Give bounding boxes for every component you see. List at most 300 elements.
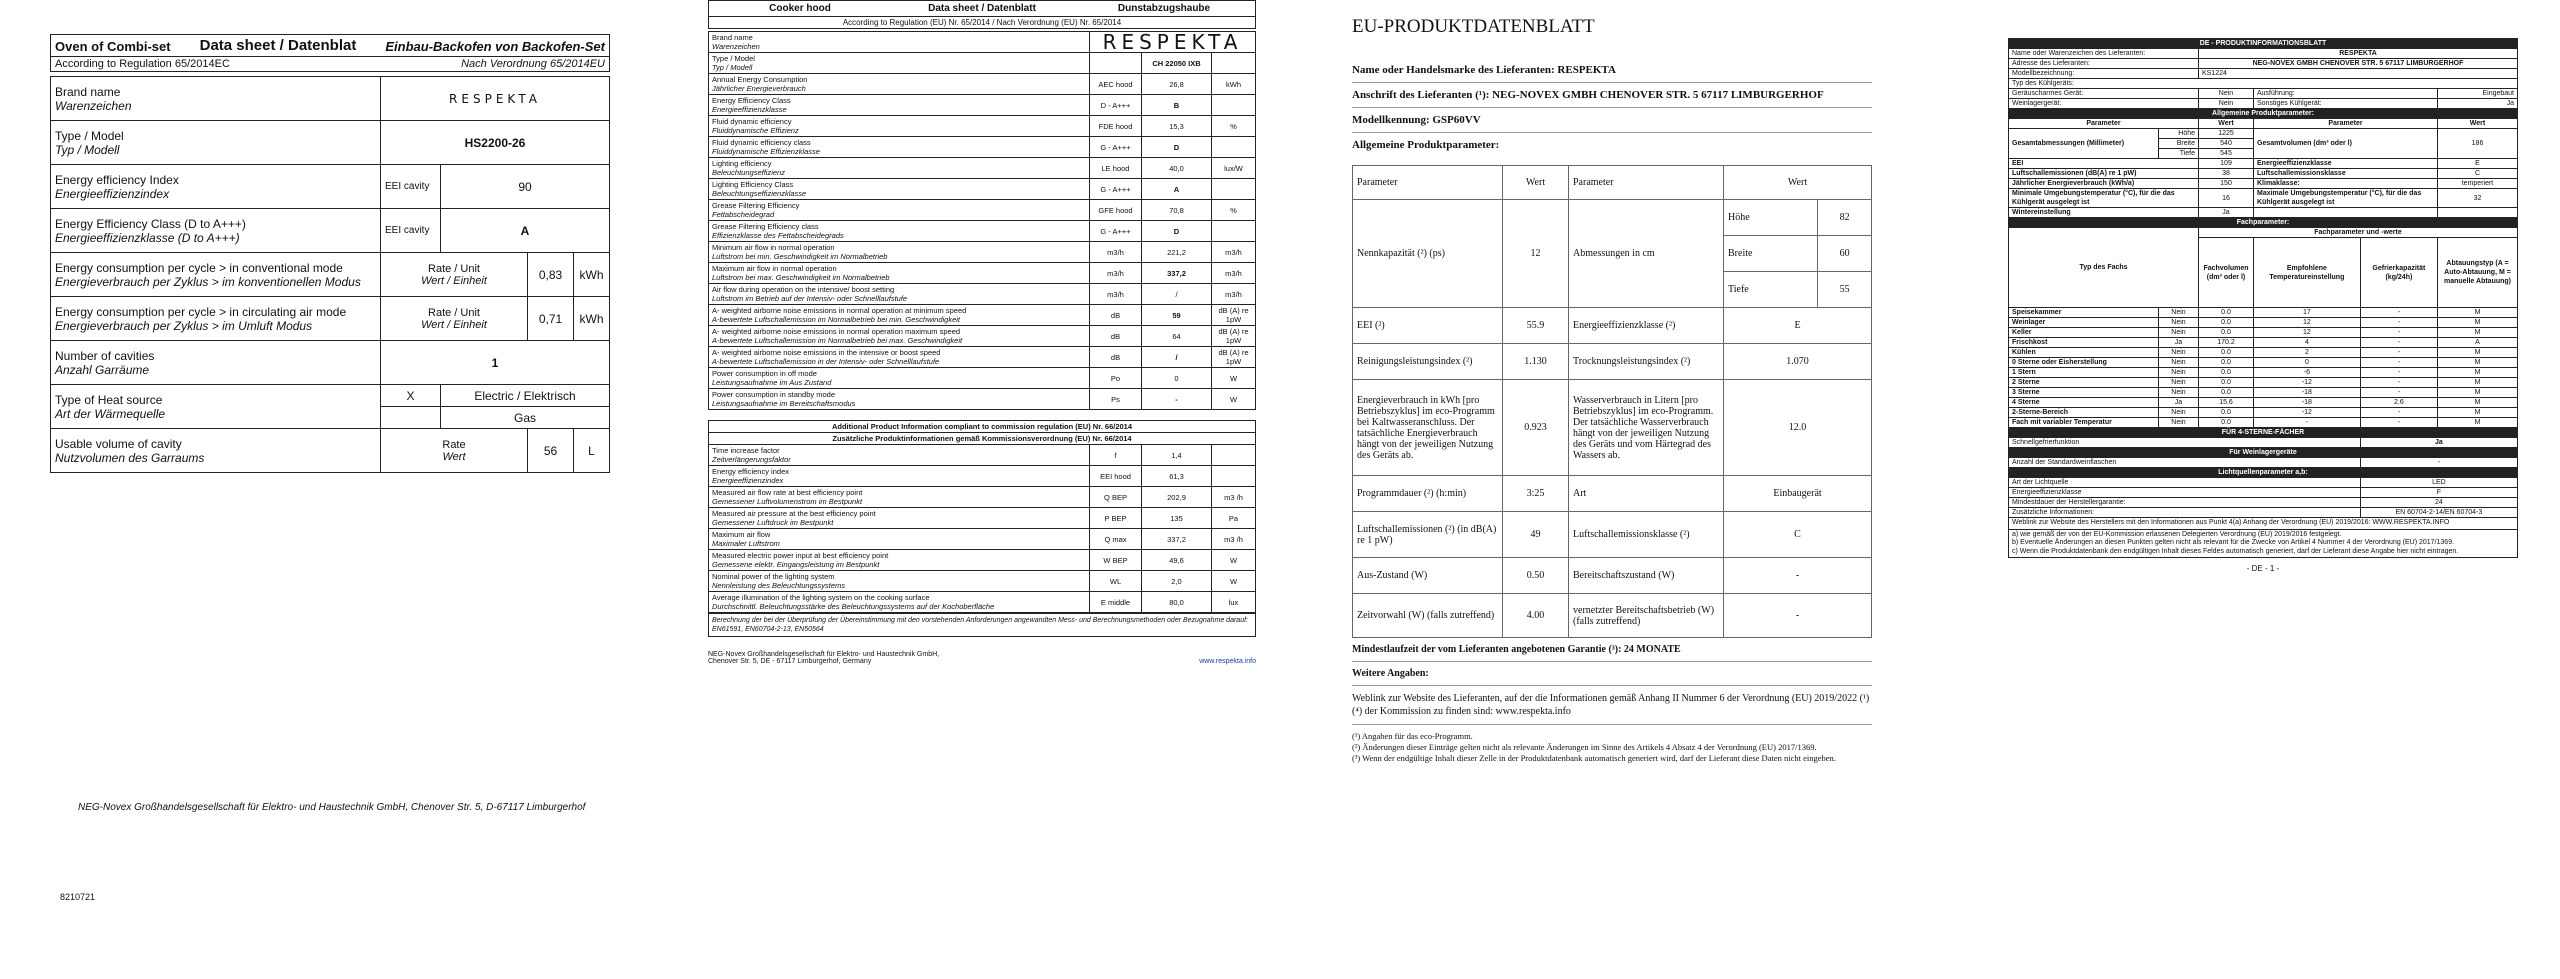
- value: C: [1724, 512, 1872, 558]
- table-row: [709, 487, 1256, 508]
- value: 202,9: [1142, 487, 1212, 508]
- table-row: [709, 368, 1256, 389]
- value: 16: [2199, 189, 2254, 208]
- table-row: [1353, 476, 1872, 512]
- table-row: [709, 284, 1256, 305]
- value: M: [2438, 398, 2518, 408]
- weblink-text: Weblink zur Website des Herstellers mit den Informationen aus Punkt 4(a) Anhang der Verordnung (EU) 2019/2016: WWW.RESPEKTA.INFO: [2008, 518, 2518, 530]
- label: Usable volume of cavity: [55, 436, 182, 451]
- value: 59: [1142, 305, 1212, 326]
- param-en: Power consumption in standby mode: [712, 390, 835, 399]
- param-en: Lighting Efficiency Class: [712, 180, 794, 189]
- method-text: Berechnung der bei der Überprüfung der Übereinstimmung mit den vorstehenden Anforderungen angewandten Mess- und Berechnungsmethoden oder Bezugnahme darauf: EN61591, EN60704-2-13, EN50564: [709, 614, 1256, 637]
- param-en: Measured air flow rate at best efficiency point: [712, 488, 863, 497]
- value: NEG-NOVEX GMBH CHENOVER STR. 5 67117 LIMBURGERHOF: [2199, 59, 2518, 69]
- param: Reinigungsleistungsindex (²): [1353, 344, 1503, 380]
- table-row: [709, 305, 1256, 326]
- oven-title-de: Einbau-Backofen von Backofen-Set: [385, 39, 605, 54]
- value: Eingebaut: [2438, 89, 2518, 99]
- value: -: [2360, 328, 2437, 338]
- param-de: Zeitverlängerungsfaktor: [712, 455, 791, 464]
- value: 15.6: [2199, 398, 2254, 408]
- sub-label: Breite: [2159, 139, 2199, 149]
- param-en: Time increase factor: [712, 446, 780, 455]
- param: Luftschallemissionsklasse (²): [1569, 512, 1724, 558]
- hood-title: Data sheet / Datenblatt: [928, 3, 1036, 14]
- table-row: [51, 209, 610, 253]
- reg-de: Nach Verordnung 65/2014EU: [461, 58, 605, 70]
- unit-label: Rate: [442, 438, 466, 451]
- table-row: [2009, 418, 2518, 428]
- value: Ja: [2159, 338, 2199, 348]
- unit: W: [1212, 389, 1256, 410]
- param-de: Luftstrom bei min. Geschwindigkeit im Normalbetrieb: [712, 252, 888, 261]
- table-row: [709, 614, 1256, 637]
- value: 26,8: [1142, 74, 1212, 95]
- unit: [1212, 466, 1256, 487]
- label: Jährlicher Energieverbrauch (kWh/a): [2009, 179, 2199, 189]
- label: Maximale Umgebungstemperatur (°C), für die das Kühlgerät ausgelegt ist: [2254, 189, 2438, 208]
- param-cell: [709, 32, 1090, 53]
- label: Energy consumption per cycle > in circulating air mode: [55, 304, 347, 319]
- unit: m3/h: [1212, 242, 1256, 263]
- param: Wasserverbrauch in Litern [pro Betriebszyklus] im eco-Programm. Der tatsächliche Wasserverbrauch hängt von der jeweiligen Nutzung des Geräts und vom Härtegrad des Wassers ab.: [1569, 380, 1724, 476]
- symbol: P BEP: [1090, 508, 1142, 529]
- table-row: [51, 429, 610, 473]
- value: Ja: [2438, 99, 2518, 109]
- param-cell: [709, 74, 1090, 95]
- value: 135: [1142, 508, 1212, 529]
- value: -: [2360, 308, 2437, 318]
- param-en: Average illumination of the lighting system on the cooking surface: [712, 593, 930, 602]
- label: Energieeffizienzklasse: [2009, 488, 2361, 498]
- param-en: Nominal power of the lighting system: [712, 572, 835, 581]
- param-cell: [709, 389, 1090, 410]
- unit: kWh: [574, 297, 610, 341]
- value: 0.0: [2199, 348, 2254, 358]
- table-row: [1353, 166, 1872, 200]
- value: 3:25: [1503, 476, 1569, 512]
- footnote: (³) Wenn der endgültige Inhalt dieser Zelle in der Produktdatenbank automatisch generiert wird, darf der Lieferant diese Daten nicht eingeben.: [1352, 753, 1836, 763]
- param: Luftschallemissionen (²) (in dB(A) re 1 pW): [1353, 512, 1503, 558]
- value: 49: [1503, 512, 1569, 558]
- value: M: [2438, 308, 2518, 318]
- value: 56: [528, 429, 574, 473]
- value: temperiert: [2438, 179, 2518, 189]
- compartment-type: 1 Stern: [2009, 368, 2159, 378]
- param-en: Brand name: [712, 33, 753, 42]
- value: 12: [2254, 328, 2361, 338]
- value: -: [2360, 388, 2437, 398]
- label: Gesamtvolumen (dm³ oder l): [2254, 129, 2438, 159]
- symbol: G - A+++: [1090, 221, 1142, 242]
- label: Energieeffizienzklasse: [2254, 159, 2438, 169]
- hood-table: [708, 31, 1256, 410]
- compartment-type: Speisekammer: [2009, 308, 2159, 318]
- param-de: Beleuchtungseffizienzklasse: [712, 189, 807, 198]
- value: -6: [2254, 368, 2361, 378]
- label: Schnellgefrierfunktion: [2009, 438, 2361, 448]
- symbol: m3/h: [1090, 263, 1142, 284]
- param-en: Measured air pressure at the best efficiency point: [712, 509, 876, 518]
- value: Ja: [2360, 438, 2517, 448]
- param-de: Gemessene elektr. Eingangsleistung im Bestpunkt: [712, 560, 880, 569]
- param-de: Durchschnittl. Beleuchtungsstärke des Beleuchtungssystems auf der Kochoberfläche: [712, 602, 995, 611]
- param-en: Annual Energy Consumption: [712, 75, 808, 84]
- table-row: [2009, 179, 2518, 189]
- section-heading: Weitere Angaben:: [1352, 662, 1872, 686]
- value: M: [2438, 368, 2518, 378]
- value: M: [2438, 318, 2518, 328]
- param-cell: [709, 305, 1090, 326]
- value: 55.9: [1503, 308, 1569, 344]
- col-header: Gefrierkapazität (kg/24h): [2360, 238, 2437, 308]
- oven-datasheet: [50, 34, 610, 902]
- unit: [1212, 221, 1256, 242]
- table-row: [1353, 558, 1872, 594]
- label: Energy consumption per cycle > in conventional mode: [55, 260, 343, 275]
- table-row: [51, 385, 610, 407]
- table-row: [51, 121, 610, 165]
- symbol: m3/h: [1090, 242, 1142, 263]
- label-de: Energieverbrauch per Zyklus > im Umluft Modus: [55, 318, 313, 333]
- table-row: [709, 326, 1256, 347]
- section-heading: Allgemeine Produktparameter:: [2009, 109, 2518, 119]
- unit: W: [1212, 550, 1256, 571]
- value: 1225: [2199, 129, 2254, 139]
- param: Aus-Zustand (W): [1353, 558, 1503, 594]
- param-cell: [709, 466, 1090, 487]
- col-header: Parameter: [1569, 166, 1724, 200]
- label: Name oder Warenzeichen des Lieferanten:: [2009, 49, 2199, 59]
- label: EEI: [2009, 159, 2199, 169]
- hood-method: [708, 613, 1256, 637]
- value: -: [2360, 458, 2517, 468]
- sub-label: EEI cavity: [381, 165, 441, 209]
- label: Luftschallemissionsklasse: [2254, 169, 2438, 179]
- param-de: Warenzeichen: [712, 42, 760, 51]
- value: B: [1142, 95, 1212, 116]
- param: Bereitschaftszustand (W): [1569, 558, 1724, 594]
- label: Modellbezeichnung:: [2009, 69, 2199, 79]
- param-de: Nennleistung des Beleuchtungssystems: [712, 581, 845, 590]
- unit: lux/W: [1212, 158, 1256, 179]
- value: -18: [2254, 398, 2361, 408]
- unit: [1212, 95, 1256, 116]
- param-en: Power consumption in off mode: [712, 369, 817, 378]
- value: 49,6: [1142, 550, 1212, 571]
- unit: W: [1212, 368, 1256, 389]
- param-de: Effizienzklasse des Fettabscheidegrads: [712, 231, 844, 240]
- value: Nein: [2199, 99, 2254, 109]
- param-en: Energy Efficiency Class: [712, 96, 791, 105]
- compartment-type: Weinlager: [2009, 318, 2159, 328]
- table-row: [2009, 69, 2518, 79]
- table-row: [51, 77, 610, 121]
- value: 0.0: [2199, 408, 2254, 418]
- param-en: Measured electric power input at best efficiency point: [712, 551, 889, 560]
- table-row: [2009, 438, 2518, 448]
- value: 15,3: [1142, 116, 1212, 137]
- label-de: Typ / Modell: [55, 142, 120, 157]
- symbol: EEI hood: [1090, 466, 1142, 487]
- value: Electric / Elektrisch: [441, 385, 610, 407]
- value: -: [2360, 408, 2437, 418]
- value: -: [2360, 318, 2437, 328]
- param-de: A-bewertete Luftschallemission in der Intensiv- oder Schnelllaufstufe: [712, 357, 940, 366]
- value: 0.50: [1503, 558, 1569, 594]
- symbol: m3/h: [1090, 284, 1142, 305]
- check-mark: X: [381, 385, 441, 407]
- website-link[interactable]: www.respekta.info: [1199, 658, 1256, 665]
- symbol: dB: [1090, 305, 1142, 326]
- value: Nein: [2159, 318, 2199, 328]
- table-row: [1353, 380, 1872, 476]
- table-row: [2009, 208, 2518, 218]
- symbol: dB: [1090, 326, 1142, 347]
- param-de: A-bewertete Luftschallemission im Normalbetrieb bei max. Geschwindigkeit: [712, 336, 963, 345]
- param-de: Energieeffizienzklasse: [712, 105, 787, 114]
- param: Zeitvorwahl (W) (falls zutreffend): [1353, 594, 1503, 638]
- table-row: [2009, 458, 2518, 468]
- table-row: [2009, 59, 2518, 69]
- value: E: [1724, 308, 1872, 344]
- value: Gas: [441, 407, 610, 429]
- value: 337,2: [1142, 529, 1212, 550]
- value: KS1224: [2199, 69, 2518, 79]
- unit: kWh: [574, 253, 610, 297]
- unit: [1212, 137, 1256, 158]
- compartment-type: Kühlen: [2009, 348, 2159, 358]
- value: 24: [2360, 498, 2517, 508]
- table-row: [1353, 308, 1872, 344]
- value: 0.0: [2199, 368, 2254, 378]
- value: M: [2438, 418, 2518, 428]
- table-row: [51, 297, 610, 341]
- table-row: [2009, 129, 2518, 139]
- value: Nein: [2159, 388, 2199, 398]
- table-row: [709, 421, 1256, 433]
- label-de: Nutzvolumen des Garraums: [55, 450, 205, 465]
- section-heading: Fachparameter:: [2009, 218, 2518, 228]
- label: Energy Efficiency Class (D to A+++): [55, 216, 246, 231]
- page-number: - DE - 1 -: [2246, 564, 2280, 573]
- footnote: a) wie gemäß der von der EU-Kommission erlassenen Delegierten Verordnung (EU) 2019/2016 festgelegt.: [2012, 530, 2342, 538]
- symbol: G - A+++: [1090, 137, 1142, 158]
- param-en: Minimum air flow in normal operation: [712, 243, 835, 252]
- value: 545: [2199, 149, 2254, 159]
- param-cell: [709, 368, 1090, 389]
- unit: kWh: [1212, 74, 1256, 95]
- table-row: [51, 253, 610, 297]
- sub-param: Breite: [1724, 236, 1818, 272]
- value: [2438, 208, 2518, 218]
- table-row: [709, 116, 1256, 137]
- value: HS2200-26: [381, 121, 610, 165]
- param-cell: [709, 529, 1090, 550]
- label: Art der Lichtquelle: [2009, 478, 2361, 488]
- value: Nein: [2159, 378, 2199, 388]
- param-cell: [709, 445, 1090, 466]
- symbol: GFE hood: [1090, 200, 1142, 221]
- table-row: [2009, 468, 2518, 478]
- param: Nennkapazität (²) (ps): [1353, 200, 1503, 308]
- hood-datasheet: [708, 0, 1256, 665]
- value: Nein: [2159, 418, 2199, 428]
- symbol: Q max: [1090, 529, 1142, 550]
- hood-regulation: According to Regulation (EU) Nr. 65/2014 / Nach Verordnung (EU) Nr. 65/2014: [708, 17, 1256, 29]
- param-cell: [709, 326, 1090, 347]
- value: -12: [2254, 408, 2361, 418]
- label-de: Art der Wärmequelle: [55, 406, 166, 421]
- value: 2.6: [2360, 398, 2437, 408]
- hood-title-en: Cooker hood: [769, 3, 831, 14]
- label: Zusätzliche Informationen:: [2009, 508, 2361, 518]
- unit-label-de: Wert: [442, 450, 466, 463]
- label: Klimaklasse:: [2254, 179, 2438, 189]
- value: 90: [441, 165, 610, 209]
- table-row: [2009, 488, 2518, 498]
- unit: %: [1212, 200, 1256, 221]
- table-row: [709, 592, 1256, 613]
- param-en: A- weighted airborne noise emissions in normal operation at minimum speed: [712, 306, 967, 315]
- value: 4: [2254, 338, 2361, 348]
- page-title: DE - PRODUKTINFORMATIONSBLATT: [2009, 39, 2518, 49]
- compartments-body: [2009, 308, 2518, 428]
- unit-label-de: Wert / Einheit: [421, 274, 487, 287]
- param-en: Grease Filtering Efficiency: [712, 201, 800, 210]
- table-row: [709, 74, 1256, 95]
- col-header: Wert: [2438, 119, 2518, 129]
- param-cell: [709, 179, 1090, 200]
- value: 1.130: [1503, 344, 1569, 380]
- param-cell: [709, 487, 1090, 508]
- footnote: c) Wenn die Produktdatenbank den endgültigen Inhalt dieses Feldes automatisch generiert, darf der Lieferant diese Angabe hier nicht eintragen.: [2012, 547, 2459, 555]
- value: 1: [381, 341, 610, 385]
- value: 61,3: [1142, 466, 1212, 487]
- symbol: dB: [1090, 347, 1142, 368]
- table-row: [2009, 388, 2518, 398]
- footnotes: [1352, 725, 1872, 764]
- value: CH 22050 IXB: [1142, 53, 1212, 74]
- value: 0.0: [2199, 418, 2254, 428]
- oven-regulation: [50, 56, 610, 72]
- table-row: [2009, 169, 2518, 179]
- table-row: [2009, 338, 2518, 348]
- param-cell: [709, 221, 1090, 242]
- footnote: (¹) Angaben für das eco-Programm.: [1352, 731, 1473, 741]
- hood-footer: [708, 651, 1256, 665]
- doc-code: 8210721: [60, 892, 96, 902]
- symbol: AEC hood: [1090, 74, 1142, 95]
- table-row: [2009, 119, 2518, 129]
- unit: L: [574, 429, 610, 473]
- param-en: Lighting efficiency: [712, 159, 772, 168]
- value: 0: [2254, 358, 2361, 368]
- unit: %: [1212, 116, 1256, 137]
- value: 32: [2438, 189, 2518, 208]
- sub-param: Höhe: [1724, 200, 1818, 236]
- table-row: [2009, 508, 2518, 518]
- param-en: Fluid dynamic efficiency: [712, 117, 792, 126]
- unit: m3 /h: [1212, 529, 1256, 550]
- value: M: [2438, 388, 2518, 398]
- value: 337,2: [1142, 263, 1212, 284]
- params-body: [2009, 159, 2518, 218]
- value: 82: [1818, 200, 1872, 236]
- label: Type of Heat source: [55, 392, 163, 407]
- col-header: Parameter: [2254, 119, 2438, 129]
- table-row: [709, 200, 1256, 221]
- param-cell: [709, 284, 1090, 305]
- value: 38: [2199, 169, 2254, 179]
- value: 221,2: [1142, 242, 1212, 263]
- label: Wintereinstellung: [2009, 208, 2199, 218]
- value: 80,0: [1142, 592, 1212, 613]
- page-title: EU-PRODUKTDATENBLATT: [1352, 16, 1595, 37]
- unit-label: Rate / Unit: [428, 262, 480, 275]
- value: 0,71: [528, 297, 574, 341]
- symbol: f: [1090, 445, 1142, 466]
- brand-logo: RESPEKTA: [381, 77, 610, 121]
- col-header: Parameter: [2009, 119, 2199, 129]
- oven-table: [50, 76, 610, 473]
- value: 0: [1142, 368, 1212, 389]
- table-row: [51, 165, 610, 209]
- table-row: [709, 433, 1256, 445]
- value: 0.0: [2199, 378, 2254, 388]
- param-de: Maximaler Luftstrom: [712, 539, 780, 548]
- table-row: [2009, 398, 2518, 408]
- table-row: [709, 466, 1256, 487]
- compartment-type: 2-Sterne-Bereich: [2009, 408, 2159, 418]
- value: -: [2360, 348, 2437, 358]
- eu-datasheet: [1352, 16, 1872, 764]
- col-header: Fachvolumen (dm³ oder l): [2199, 238, 2254, 308]
- symbol: FDE hood: [1090, 116, 1142, 137]
- symbol: LE hood: [1090, 158, 1142, 179]
- compartment-type: Keller: [2009, 328, 2159, 338]
- param: Abmessungen in cm: [1569, 200, 1724, 308]
- value: 2: [2254, 348, 2361, 358]
- param-de: Energieeffizienzindex: [712, 476, 784, 485]
- value: 40,0: [1142, 158, 1212, 179]
- value: /: [1142, 284, 1212, 305]
- table-row: [709, 550, 1256, 571]
- unit: m3/h: [1212, 263, 1256, 284]
- col-header: Fachparameter und -werte: [2199, 228, 2518, 238]
- label: Mindestdauer der Herstellergarantie:: [2009, 498, 2361, 508]
- hood-header: [708, 0, 1256, 17]
- param-de: Leistungsaufnahme im Bereitschaftsmodus: [712, 399, 856, 408]
- table-row: [2009, 378, 2518, 388]
- unit: m3 /h: [1212, 487, 1256, 508]
- value: 170.2: [2199, 338, 2254, 348]
- param-en: Fluid dynamic efficiency class: [712, 138, 811, 147]
- param-cell: [709, 571, 1090, 592]
- value: Nein: [2159, 328, 2199, 338]
- value: 17: [2254, 308, 2361, 318]
- value: M: [2438, 328, 2518, 338]
- footer-line: Chenover Str. 5, DE - 67117 Limburgerhof, Germany: [708, 658, 872, 665]
- value: E: [2438, 159, 2518, 169]
- col-header: Wert: [2199, 119, 2254, 129]
- value: Nein: [2159, 408, 2199, 418]
- value: M: [2438, 358, 2518, 368]
- value: 0,83: [528, 253, 574, 297]
- label: Typ des Kühlgeräts:: [2009, 79, 2518, 89]
- sub-label: Höhe: [2159, 129, 2199, 139]
